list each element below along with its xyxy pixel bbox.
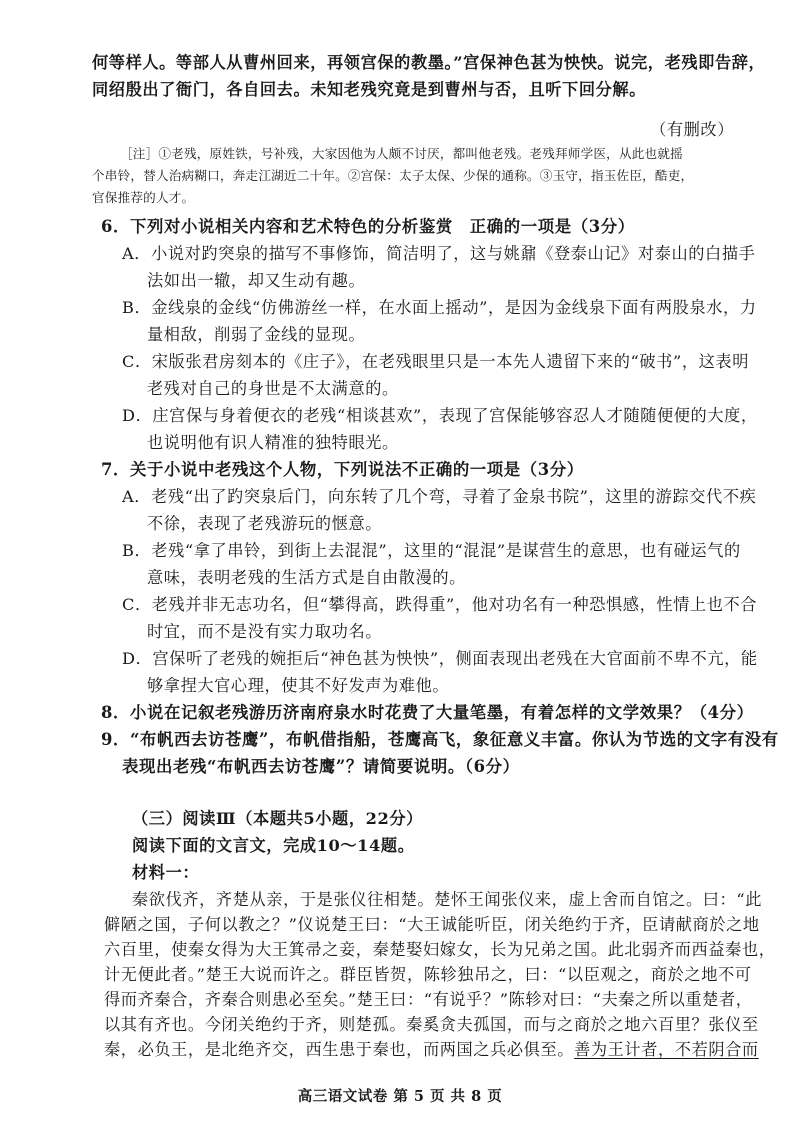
q6-option-d: D．庄宫保与身着便衣的老残“相谈甚欢”，表现了宫保能够容忍人才随随便便的大度， [122, 406, 758, 425]
q7-option-a: A．老残“出了趵突泉后门，向东转了几个弯，寻着了金泉书院”，这里的游踪交代不疾 [122, 487, 757, 506]
passage-line-6: 以其有齐也。今闭关绝约于齐，则楚孤。秦奚贪夫孤国，而与之商於之地六百里？张仪至 [104, 1015, 759, 1034]
section-3-title: （三）阅读Ⅲ（本题共5小题，22分） [132, 809, 423, 828]
q7-option-a-cont: 不徐，表现了老残游玩的惬意。 [147, 514, 383, 533]
question-9-line-1: 9．“布帆西去访苍鹰”，布帆借指船，苍鹰高飞，象征意义丰富。你认为节选的文字有没有 [101, 730, 779, 749]
q6-option-c: C．宋版张君房刻本的《庄子》，在老残眼里只是一本先人遗留下来的“破书”，这表明 [122, 352, 749, 371]
q7-option-d: D．宫保听了老残的婉拒后“神色甚为怏怏”，侧面表现出老残在大官面前不卑不亢，能 [122, 649, 758, 668]
question-7-stem: 7．关于小说中老残这个人物，下列说法不正确的一项是（3分） [101, 460, 584, 479]
q6-option-d-cont: 也说明他有识人精准的独特眼光。 [147, 433, 399, 452]
question-8: 8．小说在记叙老残游历济南府泉水时花费了大量笔墨，有着怎样的文学效果？（4分） [101, 703, 754, 722]
section-3-instruction: 阅读下面的文言文，完成10～14题。 [132, 836, 415, 855]
q6-option-b: B．金线泉的金线“仿佛游丝一样，在水面上摇动”，是因为金线泉下面有两股泉水，力 [122, 298, 757, 317]
q7-option-c-cont: 时宜，而不是没有实力取功名。 [147, 622, 383, 641]
passage-line-1: 秦欲伐齐，齐楚从亲，于是张仪往相楚。楚怀王闻张仪来，虚上舍而自馆之。曰：“此 [132, 890, 763, 909]
annotation-line-2: 个串铃，替人治病糊口，奔走江湖近二十年。②宫保：太子太保、少保的通称。③玉守，指玉佐臣，酷吏， [92, 168, 694, 183]
q7-option-b-cont: 意味，表明老残的生活方式是自由散漫的。 [147, 568, 466, 587]
annotation-line-3: 官保推荐的人才。 [92, 190, 195, 205]
passage-line-5: 得而齐秦合，齐秦合则患必至矣。”楚王曰：“有说乎？”陈轸对曰：“夫秦之所以重楚者， [104, 990, 753, 1009]
q6-option-a: A．小说对趵突泉的描写不事修饰，简洁明了，这与姚鼐《登泰山记》对泰山的白描手 [122, 244, 756, 263]
passage-line-7 [104, 1037, 759, 1063]
q6-option-a-cont: 法如出一辙，却又生动有趣。 [147, 271, 366, 290]
q7-option-d-cont: 够拿捏大官心理，使其不好发声为难他。 [147, 676, 450, 695]
question-6-stem: 6．下列对小说相关内容和艺术特色的分析鉴赏 正确的一项是（3分） [101, 217, 635, 236]
continuation-line-2: 同绍殷出了衙门，各自回去。未知老残究竟是到曹州与否，且听下回分解。 [92, 80, 646, 99]
q6-option-b-cont: 量相敌，削弱了金线的显现。 [147, 325, 366, 344]
passage-line-3: 六百里，使秦女得为大王箕帚之妾，秦楚娶妇嫁女，长为兄弟之国。此北弱齐而西益秦也， [104, 940, 776, 959]
question-9-line-2: 表现出老残“布帆西去访苍鹰”？请简要说明。（6分） [122, 757, 520, 776]
q7-option-b: B．老残“拿了串铃，到街上去混混”，这里的“混混”是谋营生的意思，也有碰运气的 [122, 541, 741, 560]
annotation-line-1: ［注］①老残，原姓铁，号补残，大家因他为人颇不讨厌，都叫他老残。老残拜师学医，从此也就摇 [120, 146, 683, 161]
passage-line-2: 僻陋之国，子何以教之？”仪说楚王曰：“大王诚能听臣，闭关绝约于齐，臣请献商於之地 [104, 915, 760, 934]
material-one-label: 材料一： [132, 863, 200, 882]
page-footer: 高三语文试卷 第 5 页 共 8 页 [297, 1088, 503, 1105]
continuation-line-1: 何等样人。等部人从曹州回来，再领宫保的教墨。”宫保神色甚为怏怏。说完，老残即告辞， [92, 53, 766, 72]
q6-option-c-cont: 老残对自己的身世是不太满意的。 [147, 379, 399, 398]
q7-option-c: C．老残并非无志功名，但“攀得高，跌得重”，他对功名有一种恐惧感，性情上也不合 [122, 595, 758, 614]
passage-line-7-text: 秦，必负王，是北绝齐交，西生患于秦也，而两国之兵必俱至。 [104, 1040, 575, 1059]
passage-line-4: 计无便此者。”楚王大说而许之。群臣皆贺，陈轸独吊之，曰：“以臣观之，商於之地不可 [104, 965, 752, 984]
source-note: （有删改） [650, 120, 734, 139]
passage-line-7-underlined: 善为王计者，不若阴合而 [574, 1040, 759, 1059]
